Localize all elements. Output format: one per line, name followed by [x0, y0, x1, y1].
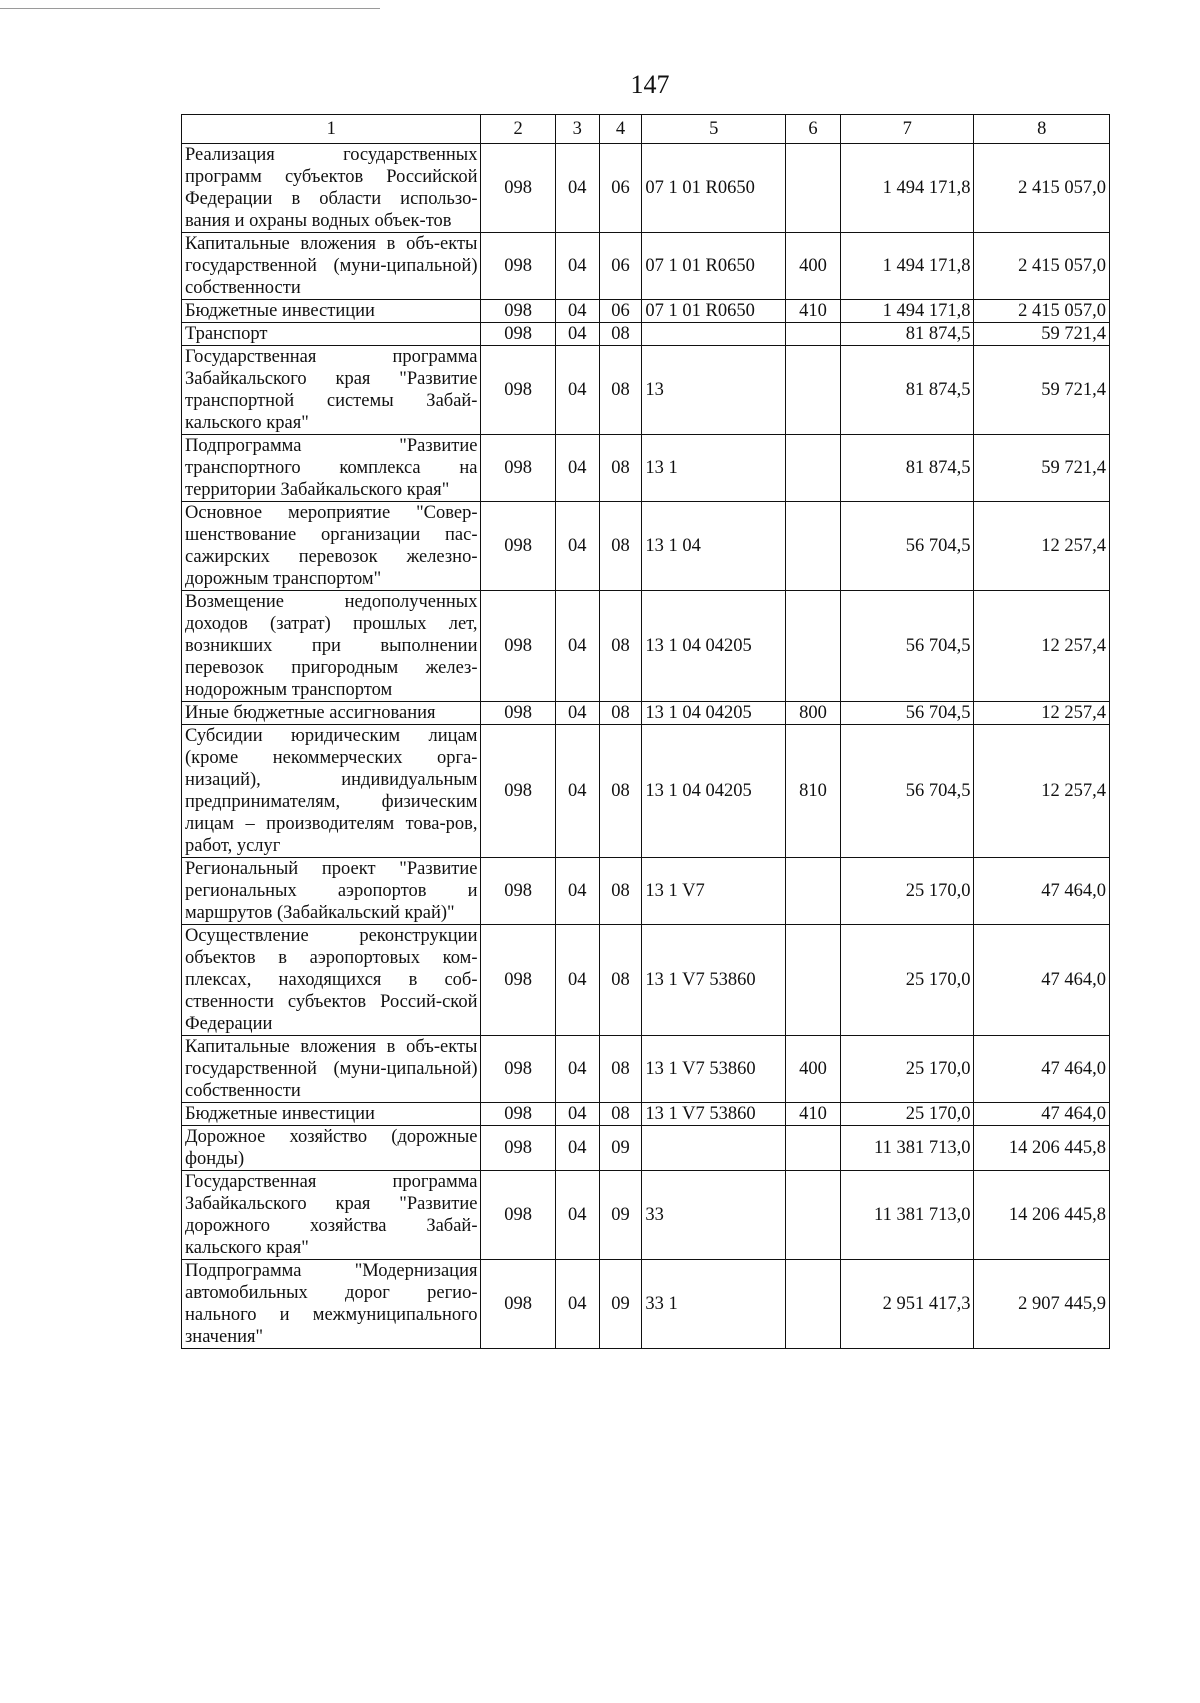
row-target-article: 13 1 04 04205: [642, 591, 786, 702]
page-number: 147: [630, 70, 670, 99]
table-row: [182, 1103, 1110, 1126]
budget-table: [181, 114, 1110, 1349]
row-amount-year-2: 59 721,4: [974, 346, 1110, 435]
row-subsection: 08: [599, 858, 642, 925]
row-target-article: 13 1 V7 53860: [642, 1103, 786, 1126]
row-name: Реализация государственных программ субъектов Российской Федерации в области использо-вания и охраны водных объек-тов: [182, 144, 481, 233]
row-section: 04: [555, 1036, 599, 1103]
row-amount-year-2: 14 206 445,8: [974, 1126, 1110, 1171]
row-expense-type: [786, 1260, 841, 1349]
table-row: [182, 1036, 1110, 1103]
row-section: 04: [555, 300, 599, 323]
table-row: [182, 725, 1110, 858]
row-amount-year-1: 2 951 417,3: [841, 1260, 974, 1349]
row-target-article: 33: [642, 1171, 786, 1260]
row-ministry-code: 098: [481, 858, 555, 925]
header-row: [182, 115, 1110, 144]
row-amount-year-2: 12 257,4: [974, 502, 1110, 591]
row-section: 04: [555, 1103, 599, 1126]
header-col-8: 8: [974, 115, 1110, 144]
row-amount-year-1: 25 170,0: [841, 1103, 974, 1126]
row-expense-type: [786, 925, 841, 1036]
row-name: Подпрограмма "Развитие транспортного комплекса на территории Забайкальского края": [182, 435, 481, 502]
row-subsection: 09: [599, 1171, 642, 1260]
header-col-6: 6: [786, 115, 841, 144]
table-row: [182, 144, 1110, 233]
row-name: Основное мероприятие "Совер-шенствование организации пас-сажирских перевозок железно-дорожным транспортом": [182, 502, 481, 591]
row-amount-year-2: 47 464,0: [974, 1036, 1110, 1103]
row-ministry-code: 098: [481, 925, 555, 1036]
row-name: Субсидии юридическим лицам (кроме некоммерческих орга-низаций), индивидуальным предпринимателям, физическим лицам – производителям това-ров, работ, услуг: [182, 725, 481, 858]
row-amount-year-1: 56 704,5: [841, 702, 974, 725]
row-target-article: 33 1: [642, 1260, 786, 1349]
row-amount-year-2: 2 907 445,9: [974, 1260, 1110, 1349]
row-amount-year-1: 11 381 713,0: [841, 1126, 974, 1171]
row-section: 04: [555, 591, 599, 702]
table-row: [182, 346, 1110, 435]
row-amount-year-1: 81 874,5: [841, 346, 974, 435]
row-ministry-code: 098: [481, 502, 555, 591]
header-col-4: 4: [599, 115, 642, 144]
row-expense-type: 410: [786, 1103, 841, 1126]
row-amount-year-1: 81 874,5: [841, 435, 974, 502]
header-col-5: 5: [642, 115, 786, 144]
row-section: 04: [555, 346, 599, 435]
row-section: 04: [555, 858, 599, 925]
row-expense-type: 410: [786, 300, 841, 323]
row-amount-year-1: 25 170,0: [841, 1036, 974, 1103]
row-target-article: 13 1 04: [642, 502, 786, 591]
row-name: Дорожное хозяйство (дорожные фонды): [182, 1126, 481, 1171]
row-subsection: 09: [599, 1260, 642, 1349]
row-target-article: 13 1 V7: [642, 858, 786, 925]
row-name: Региональный проект "Развитие региональных аэропортов и маршрутов (Забайкальский край)": [182, 858, 481, 925]
row-expense-type: [786, 1126, 841, 1171]
table-row: [182, 435, 1110, 502]
row-section: 04: [555, 502, 599, 591]
row-ministry-code: 098: [481, 702, 555, 725]
row-subsection: 08: [599, 346, 642, 435]
row-subsection: 08: [599, 1036, 642, 1103]
row-subsection: 06: [599, 300, 642, 323]
row-section: 04: [555, 323, 599, 346]
row-subsection: 08: [599, 1103, 642, 1126]
row-name: Государственная программа Забайкальского края "Развитие транспортной системы Забай-кальского края": [182, 346, 481, 435]
row-amount-year-2: 59 721,4: [974, 435, 1110, 502]
row-amount-year-2: 47 464,0: [974, 925, 1110, 1036]
row-target-article: 13: [642, 346, 786, 435]
row-amount-year-1: 56 704,5: [841, 725, 974, 858]
row-target-article: 13 1 V7 53860: [642, 925, 786, 1036]
row-expense-type: 800: [786, 702, 841, 725]
row-name: Подпрограмма "Модернизация автомобильных дорог регио-нального и межмуниципального значения": [182, 1260, 481, 1349]
table-row: [182, 858, 1110, 925]
row-amount-year-2: 59 721,4: [974, 323, 1110, 346]
table-row: [182, 233, 1110, 300]
row-subsection: 08: [599, 435, 642, 502]
row-expense-type: [786, 323, 841, 346]
row-section: 04: [555, 1171, 599, 1260]
row-expense-type: [786, 858, 841, 925]
row-name: Капитальные вложения в объ-екты государственной (муни-ципальной) собственности: [182, 1036, 481, 1103]
row-target-article: 07 1 01 R0650: [642, 233, 786, 300]
row-ministry-code: 098: [481, 435, 555, 502]
row-expense-type: [786, 144, 841, 233]
row-amount-year-2: 47 464,0: [974, 1103, 1110, 1126]
row-amount-year-2: 47 464,0: [974, 858, 1110, 925]
table-row: [182, 323, 1110, 346]
row-amount-year-2: 12 257,4: [974, 702, 1110, 725]
row-subsection: 08: [599, 725, 642, 858]
row-section: 04: [555, 702, 599, 725]
row-expense-type: [786, 1171, 841, 1260]
row-ministry-code: 098: [481, 233, 555, 300]
row-name: Капитальные вложения в объ-екты государственной (муни-ципальной) собственности: [182, 233, 481, 300]
row-ministry-code: 098: [481, 1171, 555, 1260]
row-ministry-code: 098: [481, 1260, 555, 1349]
row-amount-year-1: 1 494 171,8: [841, 144, 974, 233]
row-amount-year-1: 56 704,5: [841, 502, 974, 591]
row-name: Транспорт: [182, 323, 481, 346]
row-expense-type: 400: [786, 233, 841, 300]
scan-edge-line: [0, 0, 380, 9]
row-expense-type: [786, 435, 841, 502]
row-target-article: 13 1 04 04205: [642, 725, 786, 858]
row-subsection: 08: [599, 323, 642, 346]
row-expense-type: [786, 346, 841, 435]
row-target-article: [642, 323, 786, 346]
row-subsection: 08: [599, 502, 642, 591]
row-name: Иные бюджетные ассигнования: [182, 702, 481, 725]
row-subsection: 09: [599, 1126, 642, 1171]
row-subsection: 06: [599, 144, 642, 233]
header-col-3: 3: [555, 115, 599, 144]
row-target-article: 07 1 01 R0650: [642, 144, 786, 233]
row-section: 04: [555, 144, 599, 233]
row-section: 04: [555, 725, 599, 858]
row-target-article: 07 1 01 R0650: [642, 300, 786, 323]
table-row: [182, 1126, 1110, 1171]
row-expense-type: 810: [786, 725, 841, 858]
row-amount-year-1: 81 874,5: [841, 323, 974, 346]
row-amount-year-2: 2 415 057,0: [974, 233, 1110, 300]
row-section: 04: [555, 1126, 599, 1171]
row-amount-year-2: 12 257,4: [974, 591, 1110, 702]
table-row: [182, 702, 1110, 725]
table-row: [182, 1260, 1110, 1349]
row-name: Бюджетные инвестиции: [182, 1103, 481, 1126]
table-row: [182, 300, 1110, 323]
table-row: [182, 925, 1110, 1036]
row-section: 04: [555, 1260, 599, 1349]
row-section: 04: [555, 435, 599, 502]
row-ministry-code: 098: [481, 1126, 555, 1171]
row-name: Бюджетные инвестиции: [182, 300, 481, 323]
table-row: [182, 1171, 1110, 1260]
row-name: Государственная программа Забайкальского края "Развитие дорожного хозяйства Забай-кальского края": [182, 1171, 481, 1260]
row-amount-year-2: 2 415 057,0: [974, 300, 1110, 323]
row-subsection: 08: [599, 925, 642, 1036]
header-col-1: 1: [182, 115, 481, 144]
row-ministry-code: 098: [481, 300, 555, 323]
row-amount-year-2: 2 415 057,0: [974, 144, 1110, 233]
row-ministry-code: 098: [481, 144, 555, 233]
row-ministry-code: 098: [481, 591, 555, 702]
row-subsection: 06: [599, 233, 642, 300]
table-body: [182, 144, 1110, 1349]
row-target-article: 13 1 04 04205: [642, 702, 786, 725]
row-section: 04: [555, 925, 599, 1036]
row-target-article: 13 1: [642, 435, 786, 502]
row-expense-type: [786, 591, 841, 702]
row-ministry-code: 098: [481, 1036, 555, 1103]
row-ministry-code: 098: [481, 725, 555, 858]
table-row: [182, 591, 1110, 702]
row-ministry-code: 098: [481, 1103, 555, 1126]
row-amount-year-1: 25 170,0: [841, 925, 974, 1036]
table-row: [182, 502, 1110, 591]
row-amount-year-2: 14 206 445,8: [974, 1171, 1110, 1260]
row-section: 04: [555, 233, 599, 300]
row-expense-type: 400: [786, 1036, 841, 1103]
row-amount-year-1: 1 494 171,8: [841, 233, 974, 300]
row-expense-type: [786, 502, 841, 591]
row-amount-year-1: 11 381 713,0: [841, 1171, 974, 1260]
row-target-article: 13 1 V7 53860: [642, 1036, 786, 1103]
row-subsection: 08: [599, 591, 642, 702]
header-col-2: 2: [481, 115, 555, 144]
row-amount-year-1: 1 494 171,8: [841, 300, 974, 323]
row-ministry-code: 098: [481, 346, 555, 435]
row-amount-year-1: 56 704,5: [841, 591, 974, 702]
row-name: Осуществление реконструкции объектов в аэропортовых ком-плексах, находящихся в соб-ственности субъектов Россий-ской Федерации: [182, 925, 481, 1036]
row-ministry-code: 098: [481, 323, 555, 346]
header-col-7: 7: [841, 115, 974, 144]
row-subsection: 08: [599, 702, 642, 725]
row-target-article: [642, 1126, 786, 1171]
row-amount-year-1: 25 170,0: [841, 858, 974, 925]
row-name: Возмещение недополученных доходов (затрат) прошлых лет, возникших при выполнении перевозок пригородным желез-нодорожным транспортом: [182, 591, 481, 702]
row-amount-year-2: 12 257,4: [974, 725, 1110, 858]
